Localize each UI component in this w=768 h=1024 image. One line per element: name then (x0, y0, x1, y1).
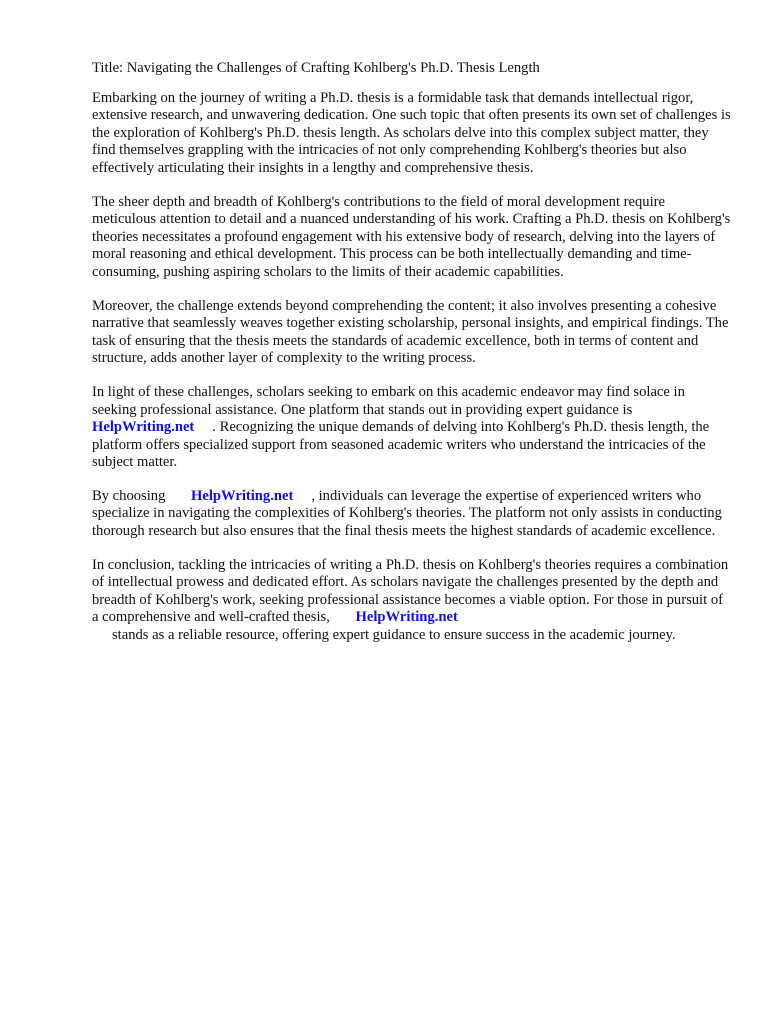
paragraph-depth: The sheer depth and breadth of Kohlberg's contributions to the field of moral development require meticulous attention to detail and a nuanced understanding of his work. Crafting a Ph.D. thesis on Kohlberg's theories necessitates a profound engagement with his extensive body of research, delving into the layers of moral reasoning and ethical development. This process can be both intellectually demanding and time-consuming, pushing aspiring scholars to the limits of their academic capabilities. (92, 193, 731, 280)
paragraph-challenge: Moreover, the challenge extends beyond comprehending the content; it also involves presenting a cohesive narrative that seamlessly weaves together existing scholarship, personal insights, and empirical findings. The task of ensuring that the thesis meets the standards of academic excellence, both in terms of content and structure, adds another layer of complexity to the writing process. (92, 297, 729, 367)
paragraph-conclusion-text-after: stands as a reliable resource, offering expert guidance to ensure success in the academic journey. (112, 627, 676, 644)
paragraph-intro: Embarking on the journey of writing a Ph.D. thesis is a formidable task that demands intellectual rigor, extensive research, and unwavering dedication. One such topic that often presents its own set of challenges is the exploration of Kohlberg's Ph.D. thesis length. As scholars delve into this complex subject matter, they find themselves grappling with the intricacies of not only comprehending Kohlberg's theories but also effectively articulating their insights in a lengthy and comprehensive thesis. (92, 89, 731, 176)
paragraph-choosing (92, 488, 732, 541)
helpwriting-link-3[interactable]: HelpWriting.net (355, 609, 458, 626)
document-page (92, 60, 732, 661)
paragraph-assistance-text-after: . Recognizing the unique demands of delving into Kohlberg's Ph.D. thesis length, the platform offers specialized support from seasoned academic writers who understand the intricacies of the subject matter. (92, 419, 710, 471)
paragraph-conclusion-text-before: In conclusion, tackling the intricacies of writing a Ph.D. thesis on Kohlberg's theories requires a combination of intellectual prowess and dedicated effort. As scholars navigate the challenges presented by the depth and breadth of Kohlberg's work, seeking professional assistance becomes a viable option. For those in pursuit of a comprehensive and well-crafted thesis, (92, 556, 729, 626)
paragraph-assistance (92, 384, 732, 472)
paragraph-choosing-text-before: By choosing (92, 487, 166, 504)
paragraph-choosing-text-after: , individuals can leverage the expertise of experienced writers who specialize in navigating the complexities of Kohlberg's theories. The platform not only assists in conducting thorough research but also ensures that the final thesis meets the highest standards of academic excellence. (92, 487, 722, 540)
paragraph-assistance-text-before: In light of these challenges, scholars seeking to embark on this academic endeavor may find solace in seeking professional assistance. One platform that stands out in providing expert guidance is (92, 383, 685, 418)
helpwriting-link-2[interactable]: HelpWriting.net (191, 487, 294, 504)
helpwriting-link-1[interactable]: HelpWriting.net (92, 419, 195, 436)
paragraph-conclusion (92, 557, 732, 645)
document-title: Title: Navigating the Challenges of Crafting Kohlberg's Ph.D. Thesis Length (92, 60, 540, 76)
